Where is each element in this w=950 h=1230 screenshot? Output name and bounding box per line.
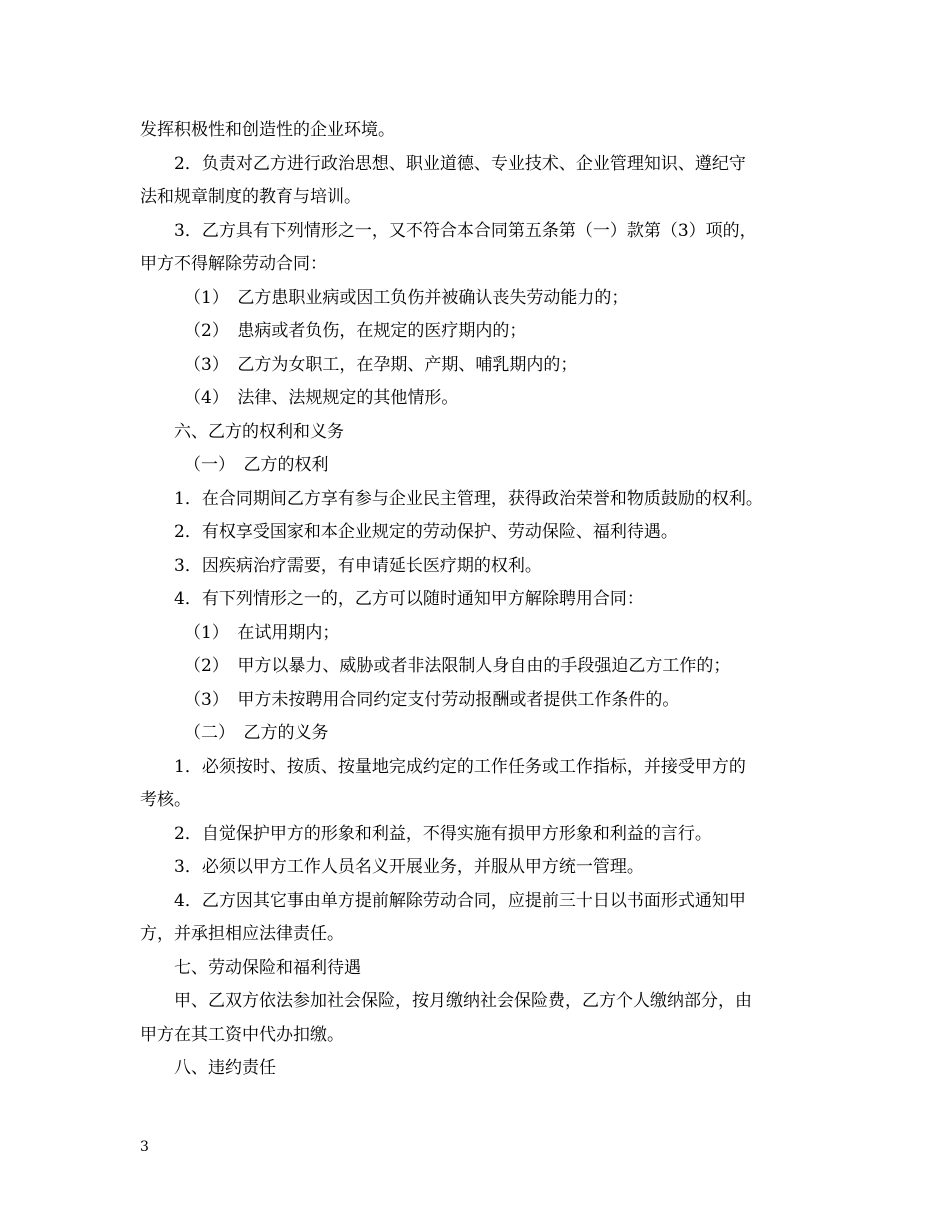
paragraph-line: 4．乙方因其它事由单方提前解除劳动合同，应提前三十日以书面形式通知甲 <box>174 890 746 911</box>
paragraph-line: 3．乙方具有下列情形之一，又不符合本合同第五条第（一）款第（3）项的， <box>174 220 757 241</box>
list-item: （4） 法律、法规规定的其他情形。 <box>184 388 459 408</box>
list-item: （2） 患病或者负伤，在规定的医疗期内的； <box>184 321 527 341</box>
paragraph-line: 2．自觉保护甲方的形象和利益，不得实施有损甲方形象和利益的言行。 <box>174 823 712 844</box>
paragraph-line: 法和规章制度的教育与培训。 <box>140 187 361 207</box>
paragraph-line: 方，并承担相应法律责任。 <box>140 924 344 944</box>
paragraph-line: 甲方不得解除劳动合同： <box>140 254 327 274</box>
subsection-heading: （二） 乙方的义务 <box>184 723 329 743</box>
paragraph-line: 3．因疾病治疗需要，有申请延长医疗期的权利。 <box>174 555 542 576</box>
paragraph-line: 2．有权享受国家和本企业规定的劳动保护、劳动保险、福利待遇。 <box>174 522 678 542</box>
paragraph-line: 发挥积极性和创造性的企业环境。 <box>140 120 395 140</box>
paragraph-line: 2．负责对乙方进行政治思想、职业道德、专业技术、企业管理知识、遵纪守 <box>174 153 746 174</box>
section-heading: 八、违约责任 <box>174 1058 276 1078</box>
paragraph-line: 3．必须以甲方工作人员名义开展业务，并服从甲方统一管理。 <box>174 857 644 877</box>
paragraph-line: 1．必须按时、按质、按量地完成约定的工作任务或工作指标，并接受甲方的 <box>174 756 746 777</box>
list-item: （3） 甲方未按聘用合同约定支付劳动报酬或者提供工作条件的。 <box>184 689 680 710</box>
list-item: （2） 甲方以暴力、威胁或者非法限制人身自由的手段强迫乙方工作的； <box>184 656 731 676</box>
paragraph-line: 甲、乙双方依法参加社会保险，按月缴纳社会保险费，乙方个人缴纳部分，由 <box>174 991 752 1011</box>
body-text <box>140 114 816 1086</box>
page-number: 3 <box>140 1139 149 1155</box>
list-item: （1） 乙方患职业病或因工负伤并被确认丧失劳动能力的； <box>184 287 629 308</box>
paragraph-line: 4．有下列情形之一的，乙方可以随时通知甲方解除聘用合同： <box>174 589 644 609</box>
list-item: （1） 在试用期内； <box>184 622 340 643</box>
paragraph-line: 考核。 <box>140 790 191 810</box>
section-heading: 六、乙方的权利和义务 <box>174 421 344 442</box>
section-heading: 七、劳动保险和福利待遇 <box>174 957 361 978</box>
subsection-heading: （一） 乙方的权利 <box>184 455 329 475</box>
list-item: （3） 乙方为女职工，在孕期、产期、哺乳期内的； <box>184 354 578 375</box>
paragraph-line: 甲方在其工资中代办扣缴。 <box>140 1024 344 1045</box>
paragraph-line: 1．在合同期间乙方享有参与企业民主管理，获得政治荣誉和物质鼓励的权利。 <box>174 488 763 509</box>
